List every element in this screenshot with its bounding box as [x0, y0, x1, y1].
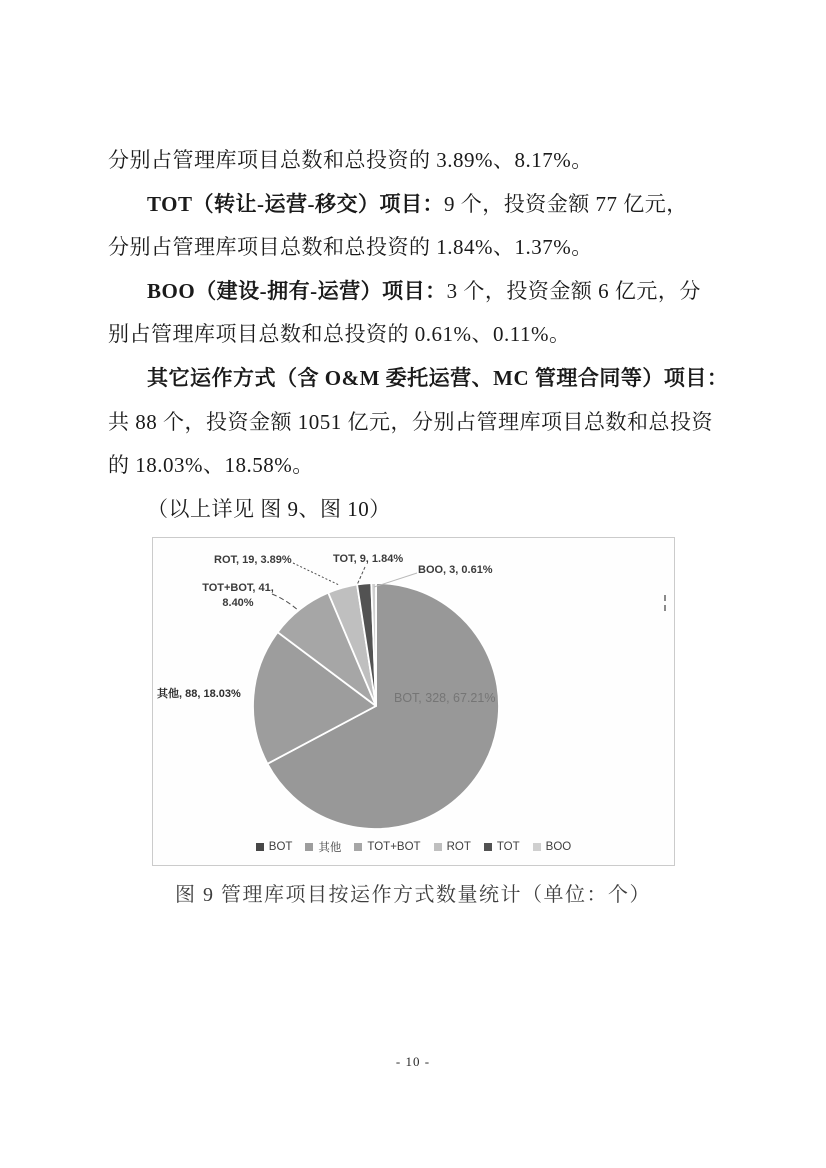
legend-label: TOT: [496, 841, 520, 853]
text-segment-bold: 其它运作方式（含 O&M 委托运营、MC 管理合同等）项目：: [147, 365, 729, 390]
pie-label-tot: TOT, 9, 1.84%: [333, 553, 404, 565]
legend-label: 其他: [318, 842, 342, 854]
legend-label: BOO: [545, 841, 572, 853]
text-segment: 分别占管理库项目总数和总投资的 1.84%、1.37%。: [108, 235, 593, 260]
legend-item-TOT+BOT: [354, 841, 420, 853]
text-segment: 共 88 个，投资金额 1051 亿元，分别占管理库项目总数和总投资: [108, 409, 713, 434]
text-line: [108, 313, 730, 357]
body-text: [108, 139, 730, 531]
text-segment: 3 个，投资金额 6 亿元，分: [446, 278, 701, 303]
pie-label-boo: BOO, 3, 0.61%: [418, 564, 493, 576]
legend-label: ROT: [446, 841, 471, 853]
pie-label-bot: BOT, 328, 67.21%: [394, 691, 496, 705]
legend-item-其他: [305, 839, 341, 855]
scan-artifact: [664, 595, 666, 611]
legend-marker-icon: [484, 843, 492, 851]
figure-9-chart: [152, 537, 675, 866]
legend-item-TOT: [484, 841, 520, 853]
text-segment-bold: TOT（转让-运营-移交）项目：: [147, 191, 444, 216]
figure-caption: 图 9 管理库项目按运作方式数量统计（单位：个）: [175, 884, 651, 906]
text-segment: 别占管理库项目总数和总投资的 0.61%、0.11%。: [108, 322, 571, 347]
pie-label-totbot: [191, 581, 285, 610]
legend-item-ROT: [434, 841, 471, 853]
legend-label: BOT: [268, 841, 293, 853]
legend-label: TOT+BOT: [367, 841, 421, 853]
legend-marker-icon: [305, 843, 313, 851]
text-line: [108, 183, 730, 227]
text-line: [108, 401, 730, 445]
text-line: [108, 226, 730, 270]
text-line: [108, 444, 730, 488]
legend-marker-icon: [354, 843, 362, 851]
pie-label-qita: 其他, 88, 18.03%: [157, 688, 241, 700]
pie-label-totbot-line1: TOT+BOT, 41,: [202, 582, 274, 594]
legend-item-BOO: [533, 841, 572, 853]
text-line: [108, 270, 730, 314]
chart-legend: [153, 839, 674, 855]
text-segment: 9 个，投资金额 77 亿元，: [443, 191, 688, 216]
legend-marker-icon: [533, 843, 541, 851]
legend-marker-icon: [256, 843, 264, 851]
text-line: [108, 488, 730, 532]
text-line: [108, 139, 730, 183]
text-line: [108, 357, 730, 401]
legend-marker-icon: [434, 843, 442, 851]
leader-line-rot: [293, 563, 339, 585]
pie-slices: [253, 583, 499, 829]
text-segment-bold: BOO（建设-拥有-运营）项目：: [147, 278, 447, 303]
legend-item-BOT: [256, 841, 293, 853]
pie-label-rot: ROT, 19, 3.89%: [214, 554, 292, 566]
page-number: - 10 -: [395, 1054, 431, 1069]
pie-label-totbot-line2: 8.40%: [222, 596, 254, 609]
text-segment: 分别占管理库项目总数和总投资的 3.89%、8.17%。: [108, 148, 593, 172]
leader-line-tot: [357, 567, 365, 585]
text-segment: 的 18.03%、18.58%。: [108, 453, 314, 478]
text-segment: （以上详见 图 9、图 10）: [147, 496, 391, 521]
